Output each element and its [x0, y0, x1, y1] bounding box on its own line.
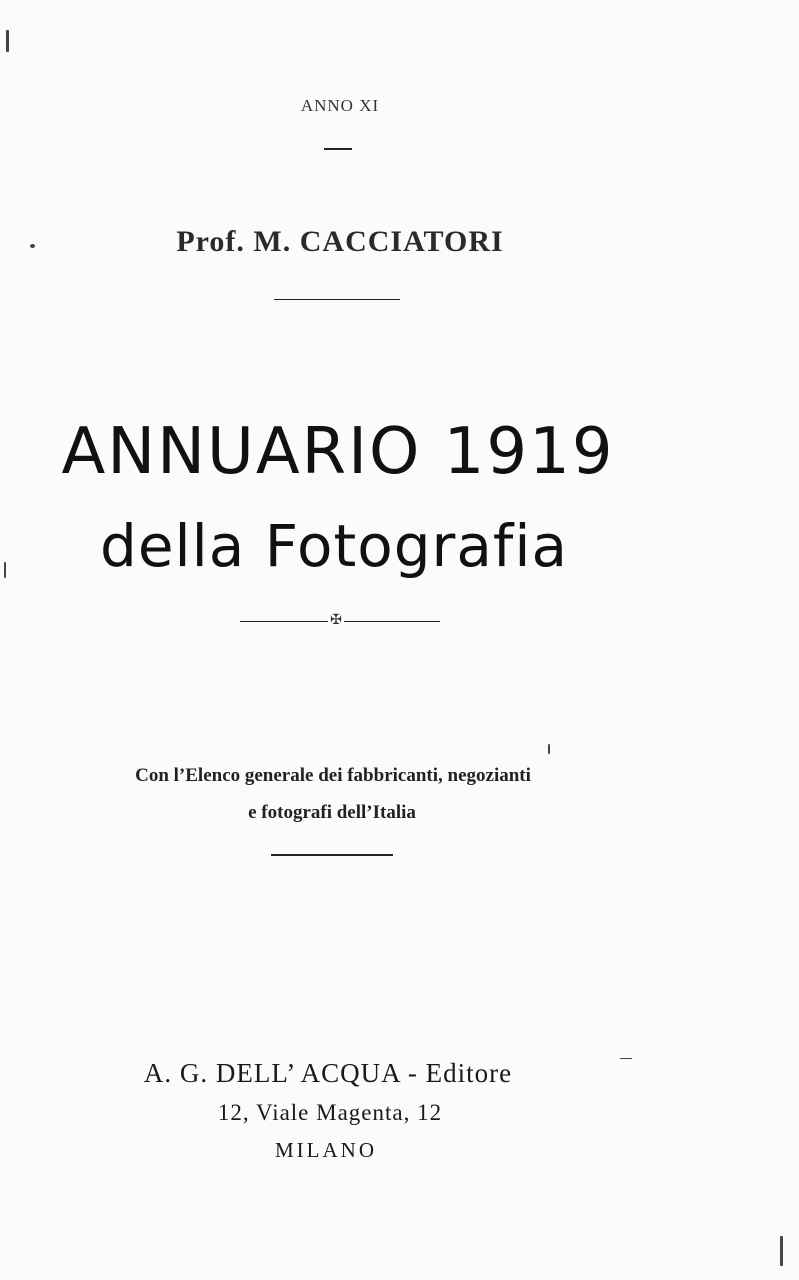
main-title: ANNUARIO 1919 — [61, 415, 615, 489]
description-divider — [271, 854, 393, 856]
scan-speck — [780, 1236, 783, 1266]
author-name: Prof. M. CACCIATORI — [176, 225, 504, 258]
description-line-1: Con l’Elenco generale dei fabbricanti, negozianti — [135, 765, 531, 786]
description-line-2: e fotografi dell’Italia — [248, 802, 416, 823]
scan-speck — [548, 744, 550, 754]
edition-label: ANNO XI — [300, 96, 380, 115]
ornament-rule-right — [344, 621, 440, 622]
edition-divider — [324, 148, 352, 150]
scan-speck — [4, 562, 6, 578]
ornament-rule-left — [240, 621, 328, 622]
scan-speck — [6, 30, 9, 52]
scan-speck — [30, 244, 35, 248]
scan-speck — [620, 1058, 632, 1059]
main-subtitle: della Fotografia — [100, 512, 568, 580]
author-divider — [274, 299, 400, 300]
publisher-name: A. G. DELL’ ACQUA - Editore — [143, 1058, 513, 1088]
publisher-city: MILANO — [275, 1138, 377, 1162]
fleuron-ornament-icon: ✠ — [330, 613, 342, 628]
publisher-address: 12, Viale Magenta, 12 — [217, 1100, 443, 1125]
